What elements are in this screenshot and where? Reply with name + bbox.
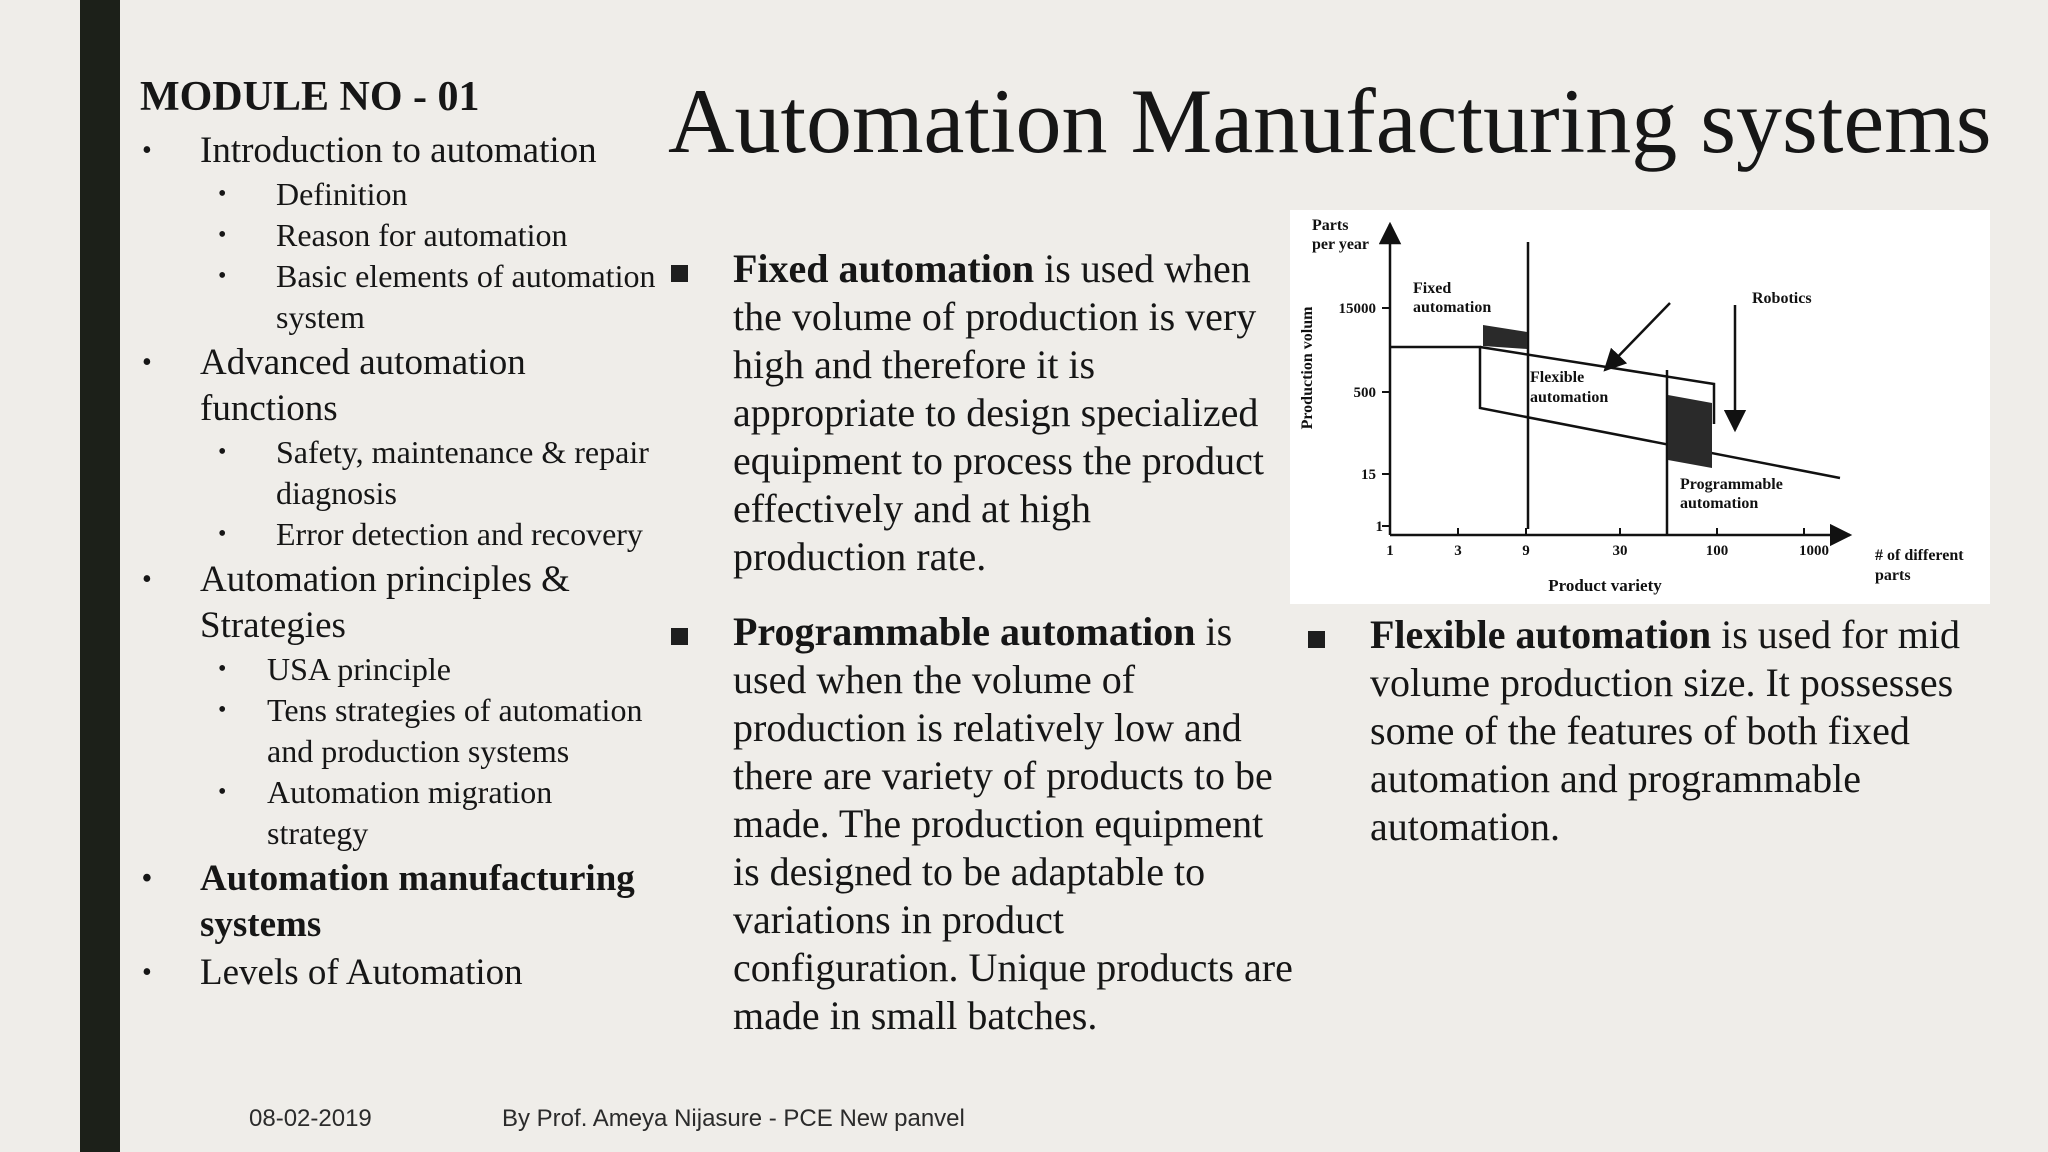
flexible-region-outline [1390, 347, 1840, 478]
flexible-programmable-overlap [1668, 395, 1712, 468]
subtopic-item: • Error detection and recovery [140, 514, 660, 555]
x-tick-label: 100 [1705, 543, 1729, 559]
robotics-label: Robotics [1752, 290, 1812, 307]
y-tick-label: 15000 [1338, 301, 1376, 317]
module-outline [140, 72, 660, 996]
programmable-automation-label: Programmable [1680, 476, 1783, 493]
y-unit-label: Parts [1312, 217, 1349, 234]
programmable-automation-label: automation [1680, 495, 1759, 512]
programmable-automation-term: Programmable automation [733, 609, 1196, 654]
flexible-automation-term: Flexible automation [1370, 612, 1712, 657]
x-tick-label: 9 [1522, 543, 1530, 559]
subtopic-item: • Reason for automation [140, 215, 660, 256]
module-title: MODULE NO - 01 [140, 74, 480, 120]
square-bullet-icon [671, 265, 688, 282]
flexible-automation-block [1370, 611, 2000, 851]
fixed-automation-label: Fixed [1413, 280, 1452, 297]
topic-item: • Introduction to automation [140, 128, 660, 174]
x-tick-label: 1000 [1799, 543, 1829, 559]
footer-date: 08-02-2019 [249, 1105, 372, 1132]
fixed-automation-text: is used when the volume of production is very high and therefore it is appropriate to design specialized equipment to process the product effectively and at high production rate. [733, 246, 1264, 579]
chart-svg [1290, 210, 1990, 604]
programmable-automation-block [733, 608, 1293, 1040]
topic-item-current: • Automation manufacturing systems [140, 856, 660, 948]
x-axis-title: Product variety [1548, 576, 1662, 595]
subtopic-item: • Tens strategies of automation and production systems [140, 690, 660, 772]
fixed-automation-label: automation [1413, 299, 1492, 316]
flexible-automation-text: is used for mid volume production size. It possesses some of the features of both fixed automation and programmable automation. [1370, 612, 1960, 849]
slide-title: Automation Manufacturing systems [668, 70, 1992, 172]
y-unit-label: per year [1312, 236, 1370, 253]
square-bullet-icon [671, 628, 688, 645]
subtopic-item: • Automation migration strategy [140, 772, 660, 854]
topic-item: • Levels of Automation [140, 950, 660, 996]
square-bullet-icon [1308, 631, 1325, 648]
x-unit-label: parts [1875, 567, 1911, 584]
robotics-arrow [1605, 303, 1670, 370]
accent-bar [80, 0, 120, 1152]
y-tick-label: 1 [1375, 519, 1383, 535]
subtopic-item: • Definition [140, 174, 660, 215]
topic-item: • Automation principles & Strategies [140, 557, 660, 649]
x-tick-label: 1 [1386, 543, 1394, 559]
topic-item: • Advanced automation functions [140, 340, 660, 432]
subtopic-item: • Safety, maintenance & repair diagnosis [140, 432, 660, 514]
flexible-automation-label: Flexible [1530, 369, 1585, 386]
y-tick-label: 500 [1353, 385, 1376, 401]
topic-list [140, 128, 660, 996]
x-tick-label: 3 [1454, 543, 1462, 559]
x-tick-label: 30 [1612, 543, 1628, 559]
subtopic-item: • USA principle [140, 649, 660, 690]
fixed-automation-block [733, 245, 1273, 581]
y-axis-title: Production volum [1299, 306, 1316, 430]
x-unit-label: # of different [1875, 547, 1964, 564]
subtopic-item: • Basic elements of automation system [140, 256, 660, 338]
programmable-automation-text: is used when the volume of production is relatively low and there are variety of products to be made. The production equipment is designed to be adaptable to variations in product configuration. Unique products are made in small batches. [733, 609, 1293, 1038]
footer-author: By Prof. Ameya Nijasure - PCE New panvel [502, 1105, 965, 1132]
fixed-automation-term: Fixed automation [733, 246, 1035, 291]
y-tick-label: 15 [1361, 467, 1376, 483]
flexible-automation-label: automation [1530, 389, 1609, 406]
fixed-flexible-overlap [1483, 325, 1527, 349]
automation-types-chart [1290, 210, 1990, 604]
